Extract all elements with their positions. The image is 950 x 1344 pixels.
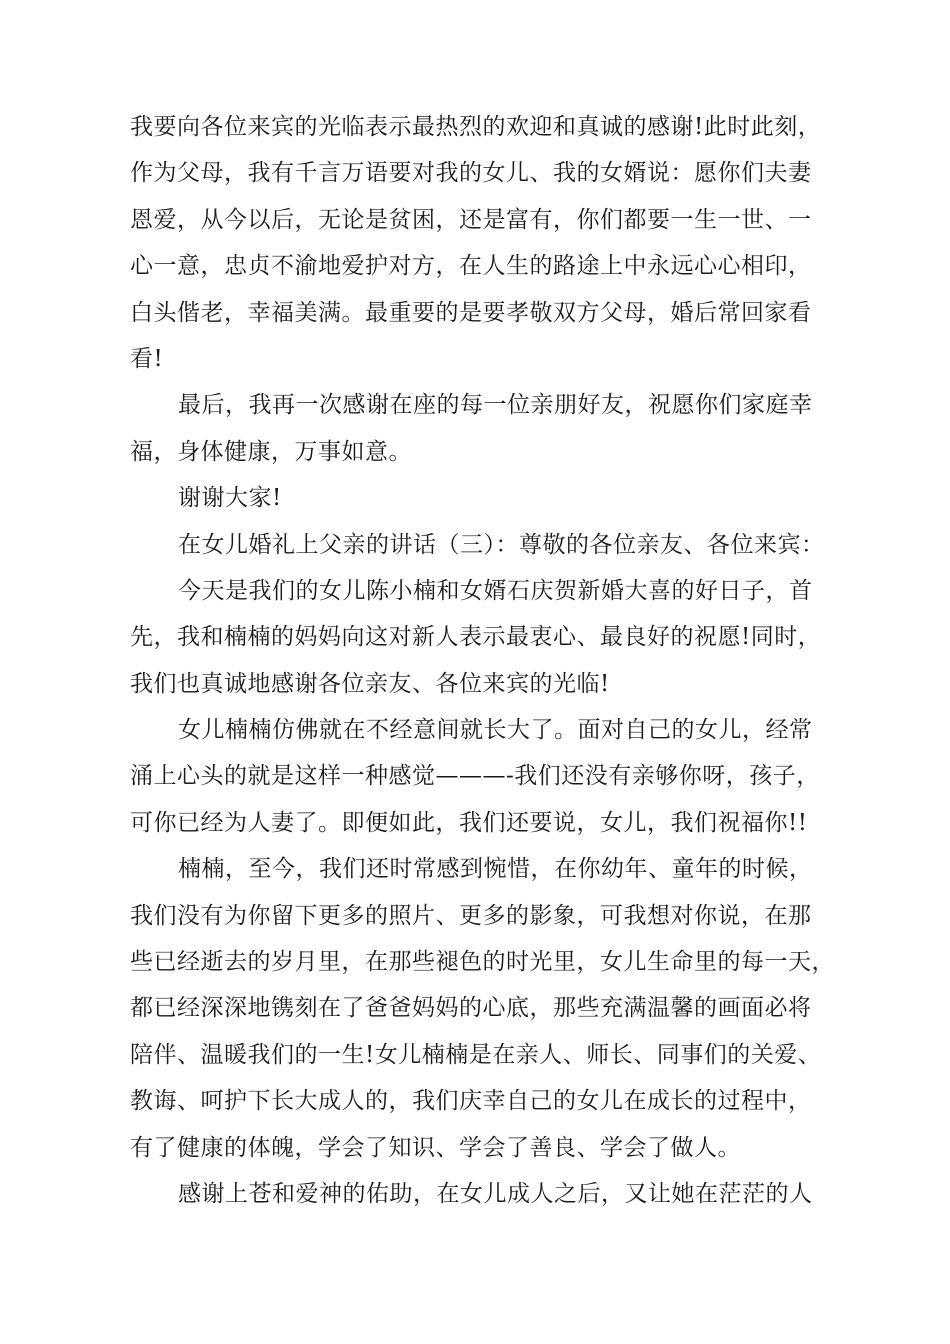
text-line: 心一意，忠贞不渝地爱护对方，在人生的路途上中永远心心相印，	[130, 253, 812, 280]
text-line: 白头偕老，幸福美满。最重要的是要孝敬双方父母，婚后常回家看	[130, 299, 812, 326]
paragraph-start-line: 最后，我再一次感谢在座的每一位亲朋好友，祝愿你们家庭幸	[178, 392, 813, 419]
text-line: 恩爱，从今以后，无论是贫困，还是富有，你们都要一生一世、一	[130, 206, 812, 233]
paragraph-start-line: 今天是我们的女儿陈小楠和女婿石庆贺新婚大喜的好日子，首	[178, 577, 813, 604]
text-line: 先，我和楠楠的妈妈向这对新人表示最衷心、最良好的祝愿!同时，	[130, 624, 822, 651]
text-line: 可你已经为人妻了。即便如此，我们还要说，女儿，我们祝福你!!	[130, 809, 808, 836]
paragraph-start-line: 楠楠，至今，我们还时常感到惋惜，在你幼年、童年的时候，	[178, 856, 813, 883]
paragraph-start-line: 感谢上苍和爱神的佑助，在女儿成人之后，又让她在茫茫的人	[178, 1180, 813, 1207]
text-line: 我们也真诚地感谢各位亲友、各位来宾的光临!	[130, 670, 610, 697]
text-line: 教诲、呵护下长大成人的，我们庆幸自己的女儿在成长的过程中，	[130, 1088, 812, 1115]
text-line: 陪伴、温暖我们的一生!女儿楠楠是在亲人、师长、同事们的关爱、	[130, 1041, 822, 1068]
section-heading-line: 在女儿婚礼上父亲的讲话（三）：尊敬的各位亲友、各位来宾：	[178, 531, 825, 558]
text-line: 作为父母，我有千言万语要对我的女儿、我的女婿说：愿你们夫妻	[130, 160, 812, 187]
text-line: 有了健康的体魄，学会了知识、学会了善良、学会了做人。	[130, 1134, 741, 1161]
paragraph-start-line: 女儿楠楠仿佛就在不经意间就长大了。面对自己的女儿，经常	[178, 717, 813, 744]
document-body	[130, 104, 835, 1217]
text-line: 福，身体健康，万事如意。	[130, 438, 412, 465]
text-line: 涌上心头的就是这样一种感觉———-我们还没有亲够你呀，孩子，	[130, 763, 820, 790]
text-line: 我们没有为你留下更多的照片、更多的影象，可我想对你说，在那	[130, 902, 812, 929]
text-line: 我要向各位来宾的光临表示最热烈的欢迎和真诚的感谢!此时此刻，	[130, 114, 822, 140]
text-line: 看!	[130, 345, 164, 372]
text-line: 都已经深深地镌刻在了爸爸妈妈的心底，那些充满温馨的画面必将	[130, 995, 812, 1022]
paragraph-start-line: 谢谢大家!	[178, 485, 282, 512]
text-line: 些已经逝去的岁月里，在那些褪色的时光里，女儿生命里的每一天，	[130, 949, 835, 976]
